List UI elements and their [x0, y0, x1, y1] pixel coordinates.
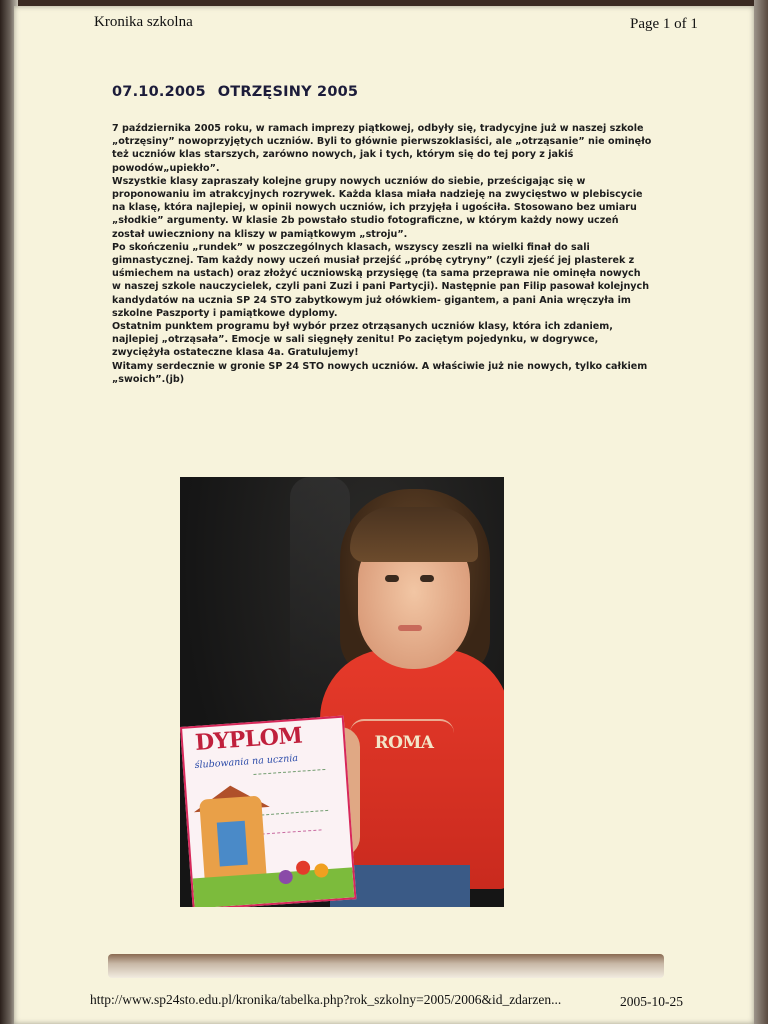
binder-edge-right	[754, 0, 768, 1024]
article-title: OTRZĘSINY 2005	[217, 84, 359, 100]
photo-child-mouth	[398, 625, 422, 631]
photo-shirt-text: ROMA	[374, 733, 434, 753]
photo-child-eye-left	[385, 575, 399, 582]
photo-child-eye-right	[420, 575, 434, 582]
footer-url: http://www.sp24sto.edu.pl/kronika/tabelka.php?rok_szkolny=2005/2006&id_zdarzen...	[90, 992, 562, 1007]
article-paragraph: Po skończeniu „rundek” w poszczególnych klasach, wszyscy zeszli na wielki finał do sali gimnastycznej. Tam każdy nowy uczeń musiał przejść „próbę cytryny” (czyli zjeść jej plasterek z uśmiechem na ustach) oraz złożyć uczniowską przysięgę (ta sama przeprawa nie ominęła nowych w naszej szkole nauczycielek, czyli pani Zuzi i pani Partycji). Następnie pan Filip pasował kolejnych kandydatów na ucznia SP 24 STO zabytkowym już ołówkiem- gigantem, a pani Ania wręczyła im szkolne Paszporty i pamiątkowe dyplomy.	[112, 241, 650, 319]
article-paragraph: 7 października 2005 roku, w ramach imprezy piątkowej, odbyły się, tradycyjne już w naszej szkole „otrzęsiny” nowoprzyjętych uczniów. Byli to głównie pierwszoklasiści, ale „otrząsanie” nie ominęło też uczniów klas starszych, zarówno nowych, jak i tych, którym się do tej pory z jakiś powodów„upiekło”.	[112, 123, 652, 174]
footer-print-date: 2005-10-25	[620, 994, 683, 1009]
photo-child-bangs	[350, 507, 478, 562]
diploma-title: DYPLOM	[194, 722, 304, 756]
article-heading	[112, 84, 358, 100]
header-page-number: Page 1 of 1	[630, 16, 698, 32]
article-paragraph: Wszystkie klasy zapraszały kolejne grupy nowych uczniów do siebie, prześcigając się w proponowaniu im atrakcyjnych rozrywek. Każda klasa miała nadzieję na zwycięstwo w plebiscycie na klasę, która najlepiej, w opinii nowych uczniów, ich przyjęła i ugościła. Stosowano bez umiaru „słodkie” argumenty. W klasie 2b powstało studio fotograficzne, w którym każdy nowy uczeń został uwieczniony na kliszy w pamiątkowym „stroju”.	[112, 175, 643, 240]
diploma-subtitle: ślubowania na ucznia	[194, 752, 299, 772]
photo-shirt-graphic	[350, 719, 454, 733]
diploma-house-door	[217, 821, 248, 867]
event-photo	[180, 477, 504, 907]
article-date: 07.10.2005	[112, 84, 206, 100]
diploma-name-line	[261, 815, 322, 834]
article-body	[112, 122, 652, 386]
header-site-title: Kronika szkolna	[94, 14, 193, 30]
print-shadow-strip	[108, 954, 664, 978]
photo-diploma	[180, 716, 356, 907]
article-paragraph: Witamy serdecznie w gronie SP 24 STO nowych uczniów. A właściwie już nie nowych, tylko całkiem „swoich”.(jb)	[112, 360, 648, 385]
article-paragraph: Ostatnim punktem programu był wybór przez otrząsanych uczniów klasy, która ich zdaniem, najlepiej „otrząsała”. Emocje w sali sięgnęły zenitu! Po zaciętym pojedynku, w dogrywce, zwyciężyła ostateczne klasa 4a. Gratulujemy!	[112, 321, 613, 359]
